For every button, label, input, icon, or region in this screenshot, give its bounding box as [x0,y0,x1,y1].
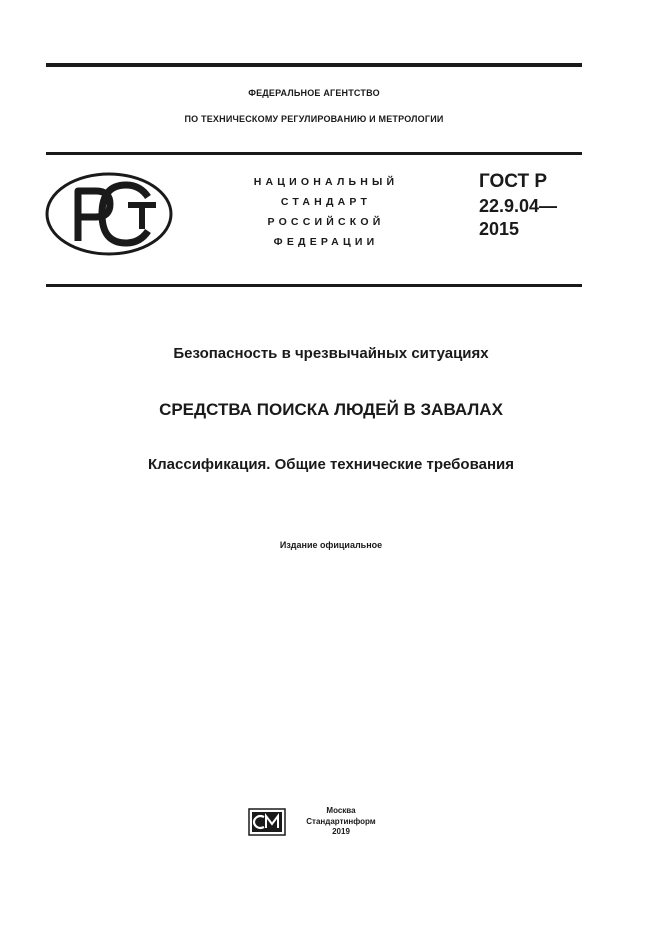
document-title-category: Безопасность в чрезвычайных ситуациях [173,345,489,362]
national-standard-label [228,172,424,252]
national-line: РОССИЙСКОЙ [267,216,385,228]
gost-designation [479,169,589,240]
middle-divider [46,152,582,155]
publisher-city: Москва [326,806,356,815]
bottom-divider [46,284,582,287]
edition-label: Издание официальное [279,540,383,550]
agency-name-line1: ФЕДЕРАЛЬНОЕ АГЕНТСТВО [248,88,380,98]
document-title-main: СРЕДСТВА ПОИСКА ЛЮДЕЙ В ЗАВАЛАХ [159,400,503,419]
publisher-name: Стандартинформ [306,816,376,826]
standartinform-logo-icon [248,808,286,836]
national-line: ФЕДЕРАЦИИ [273,236,379,248]
national-line: СТАНДАРТ [280,196,372,208]
publisher-year: 2019 [332,827,350,836]
publisher-info [296,806,386,838]
gost-code: 22.9.04— [479,196,558,216]
top-divider [46,63,582,67]
agency-name-line2: ПО ТЕХНИЧЕСКОМУ РЕГУЛИРОВАНИЮ И МЕТРОЛОГИИ [184,114,444,124]
gost-year: 2015 [479,219,520,239]
rst-certification-mark-icon [44,171,174,257]
national-line: НАЦИОНАЛЬНЫЙ [253,176,399,188]
gost-label: ГОСТ Р [479,171,548,192]
document-title-subtitle: Классификация. Общие технические требования [147,456,514,473]
